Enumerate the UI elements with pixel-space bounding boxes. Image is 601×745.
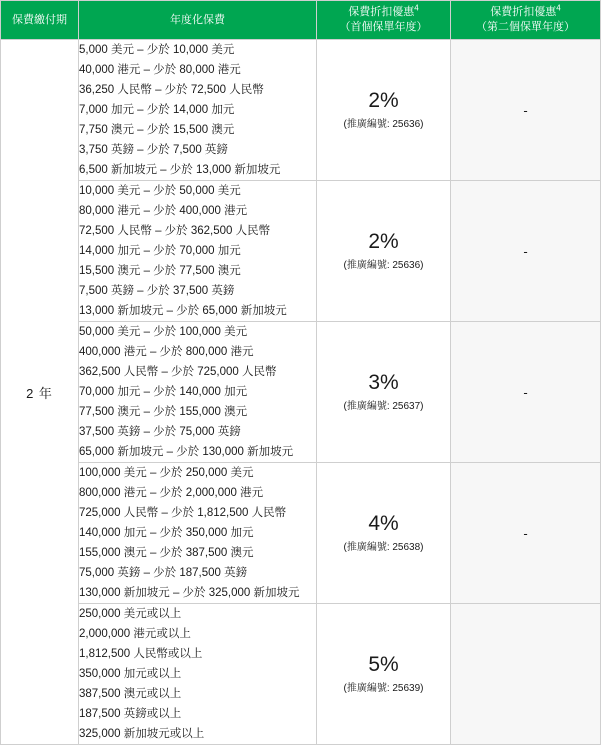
promo-code: (推廣編號: 25638): [343, 542, 424, 553]
table-body: [1, 40, 601, 745]
premium-line: 36,250 人民幣 – 少於 72,500 人民幣: [79, 84, 264, 96]
annualized-premium-cell: [79, 181, 317, 322]
payment-term-cell: 2 年: [1, 40, 79, 745]
premium-line: 7,000 加元 – 少於 14,000 加元: [79, 104, 235, 116]
premium-line: 3,750 英鎊 – 少於 7,500 英鎊: [79, 144, 228, 156]
premium-line: 155,000 澳元 – 少於 387,500 澳元: [79, 547, 254, 559]
premium-line: 37,500 英鎊 – 少於 75,000 英鎊: [79, 426, 241, 438]
premium-line: 2,000,000 港元或以上: [79, 628, 191, 640]
discount-first-year-cell: [317, 463, 451, 604]
premium-line: 6,500 新加坡元 – 少於 13,000 新加坡元: [79, 164, 281, 176]
premium-line: 75,000 英鎊 – 少於 187,500 英鎊: [79, 567, 248, 579]
premium-line: 50,000 美元 – 少於 100,000 美元: [79, 326, 248, 338]
premium-line: 400,000 港元 – 少於 800,000 港元: [79, 346, 254, 358]
header-payment-term: 保費繳付期: [1, 1, 79, 40]
table-header: [1, 1, 601, 40]
premium-line: 70,000 加元 – 少於 140,000 加元: [79, 386, 248, 398]
premium-line: 362,500 人民幣 – 少於 725,000 人民幣: [79, 366, 277, 378]
promo-code: (推廣編號: 25636): [343, 119, 424, 130]
promo-code: (推廣編號: 25639): [343, 683, 424, 694]
footnote-marker-4: 4: [414, 3, 419, 13]
discount-first-year-cell: [317, 40, 451, 181]
table-row: [1, 322, 601, 463]
table-row: [1, 181, 601, 322]
discount-percent: 4%: [368, 512, 399, 535]
header-discount-first-year: 保費折扣優惠$^4$ （首個保單年度）: [317, 1, 451, 40]
premium-line: 15,500 澳元 – 少於 77,500 澳元: [79, 265, 241, 277]
discount-second-year-cell: -: [451, 181, 601, 322]
annualized-premium-cell: [79, 322, 317, 463]
premium-line: 10,000 美元 – 少於 50,000 美元: [79, 185, 241, 197]
annualized-premium-cell: [79, 40, 317, 181]
table-row: [1, 40, 601, 181]
premium-line: 13,000 新加坡元 – 少於 65,000 新加坡元: [79, 305, 287, 317]
discount-second-year-cell: [451, 604, 601, 745]
premium-line: 130,000 新加坡元 – 少於 325,000 新加坡元: [79, 587, 300, 599]
premium-line: 5,000 美元 – 少於 10,000 美元: [79, 44, 235, 56]
premium-line: 14,000 加元 – 少於 70,000 加元: [79, 245, 241, 257]
table-row: [1, 463, 601, 604]
premium-line: 187,500 英鎊或以上: [79, 708, 182, 720]
premium-line: 325,000 新加坡元或以上: [79, 728, 205, 740]
premium-line: 40,000 港元 – 少於 80,000 港元: [79, 64, 241, 76]
footnote-marker-4: 4: [556, 3, 561, 13]
premium-line: 100,000 美元 – 少於 250,000 美元: [79, 467, 254, 479]
discount-second-year-cell: -: [451, 40, 601, 181]
premium-line: 7,750 澳元 – 少於 15,500 澳元: [79, 124, 235, 136]
premium-line: 250,000 美元或以上: [79, 608, 182, 620]
discount-percent: 5%: [368, 653, 399, 676]
premium-line: 65,000 新加坡元 – 少於 130,000 新加坡元: [79, 446, 294, 458]
discount-first-year-cell: [317, 181, 451, 322]
annualized-premium-cell: [79, 604, 317, 745]
discount-percent: 2%: [368, 230, 399, 253]
premium-line: 725,000 人民幣 – 少於 1,812,500 人民幣: [79, 507, 287, 519]
header-row: [1, 1, 601, 40]
discount-percent: 2%: [368, 89, 399, 112]
premium-line: 800,000 港元 – 少於 2,000,000 港元: [79, 487, 264, 499]
premium-line: 350,000 加元或以上: [79, 668, 182, 680]
premium-line: 7,500 英鎊 – 少於 37,500 英鎊: [79, 285, 235, 297]
promo-code: (推廣編號: 25636): [343, 260, 424, 271]
promo-code: (推廣編號: 25637): [343, 401, 424, 412]
discount-second-year-cell: -: [451, 322, 601, 463]
premium-line: 77,500 澳元 – 少於 155,000 澳元: [79, 406, 248, 418]
header-annualized-premium: 年度化保費: [79, 1, 317, 40]
annualized-premium-cell: [79, 463, 317, 604]
discount-second-year-cell: -: [451, 463, 601, 604]
table-row: [1, 604, 601, 745]
header-discount-second-year: 保費折扣優惠$^4$ （第二個保單年度）: [451, 1, 601, 40]
premium-line: 1,812,500 人民幣或以上: [79, 648, 203, 660]
discount-percent: 3%: [368, 371, 399, 394]
premium-line: 140,000 加元 – 少於 350,000 加元: [79, 527, 254, 539]
premium-line: 72,500 人民幣 – 少於 362,500 人民幣: [79, 225, 271, 237]
discount-first-year-cell: [317, 604, 451, 745]
discount-first-year-cell: [317, 322, 451, 463]
premium-line: 80,000 港元 – 少於 400,000 港元: [79, 205, 248, 217]
premium-line: 387,500 澳元或以上: [79, 688, 182, 700]
